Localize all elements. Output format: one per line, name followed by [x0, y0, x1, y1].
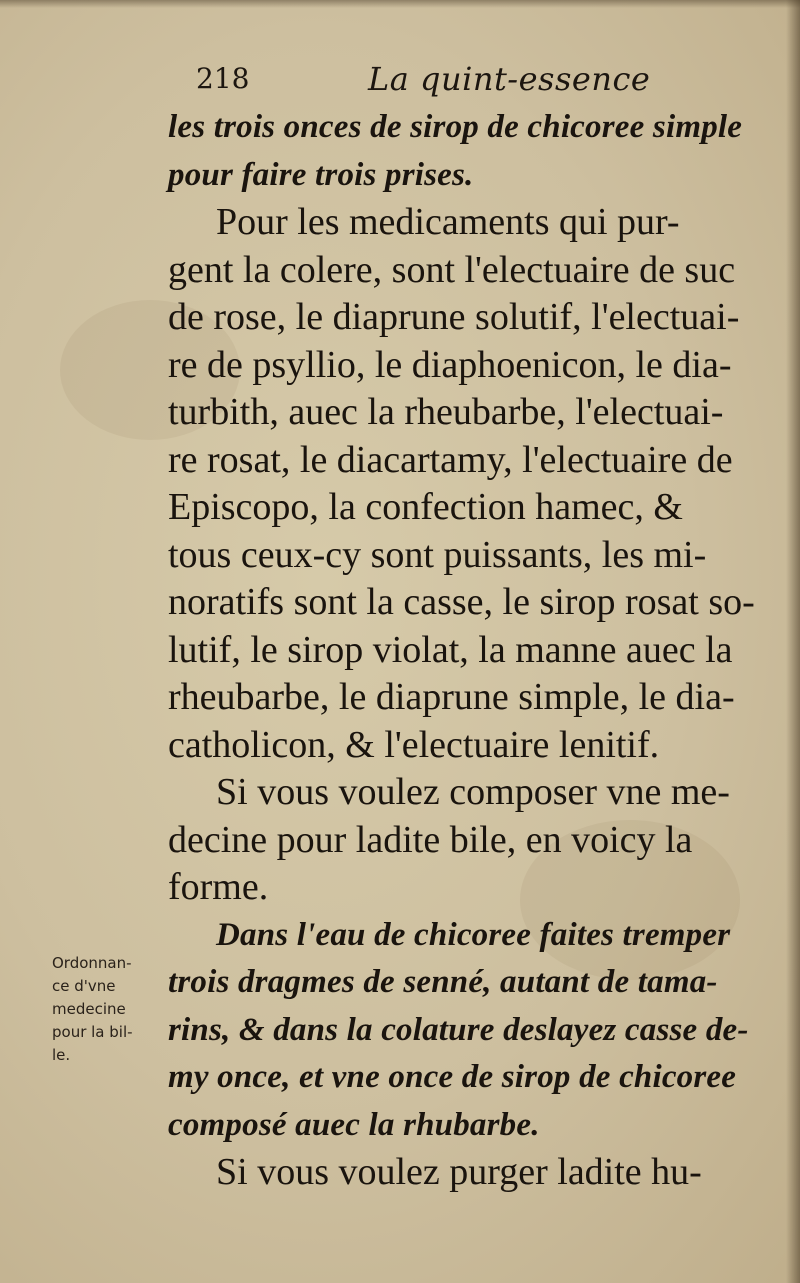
text-line: noratifs sont la casse, le sirop rosat so- [168, 581, 755, 623]
text-line: my once, et vne once de sirop de chicoree [168, 1059, 737, 1095]
text-line: rheubarbe, le diaprune simple, le dia- [168, 676, 735, 718]
text-line: les trois onces de sirop de chicoree simple [168, 109, 743, 145]
text-line: re de psyllio, le diaphoenicon, le dia- [168, 343, 732, 386]
margin-note-line: pour la bil- [52, 1023, 133, 1041]
page-top-edge [0, 0, 800, 8]
text-line: decine pour ladite bile, en voicy la [168, 818, 693, 861]
page-number: 218 [196, 62, 250, 95]
text-line: lutif, le sirop violat, la manne auec la [168, 628, 733, 671]
margin-note-line: ce d'vne [52, 977, 116, 995]
margin-note-line: Ordonnan- [52, 954, 132, 972]
running-head [196, 60, 756, 108]
text-line: turbith, auec la rheubarbe, l'electuai- [168, 391, 724, 433]
margin-note-line: medecine [52, 1000, 126, 1018]
text-line: de rose, le diaprune solutif, l'electuai- [168, 296, 740, 338]
margin-note [52, 952, 162, 1067]
text-line: gent la colere, sont l'electuaire de suc [168, 248, 736, 291]
text-line: tous ceux-cy sont puissants, les mi- [168, 533, 707, 576]
margin-note-line: le. [52, 1046, 71, 1064]
text-line: pour faire trois prises. [168, 156, 474, 193]
text-line: Episcopo, la confection hamec, & [168, 486, 683, 528]
text-line: re rosat, le diacartamy, l'electuaire de [168, 438, 733, 481]
text-line: Si vous voulez purger ladite hu- [216, 1151, 702, 1193]
text-line: trois dragmes de senné, autant de tama- [168, 964, 718, 1000]
text-line: Pour les medicaments qui pur- [216, 201, 680, 243]
text-line: Dans l'eau de chicoree faites tremper [216, 916, 731, 953]
running-title: La quint-essence [368, 60, 651, 98]
page-edge-shadow [786, 0, 800, 1283]
text-line: Si vous voulez composer vne me- [216, 771, 730, 813]
text-line: composé auec la rhubarbe. [168, 1106, 540, 1143]
text-line: forme. [168, 866, 269, 908]
body-text [168, 104, 768, 1197]
text-line: catholicon, & l'electuaire lenitif. [168, 723, 660, 766]
text-line: rins, & dans la colature deslayez casse de- [168, 1011, 749, 1048]
